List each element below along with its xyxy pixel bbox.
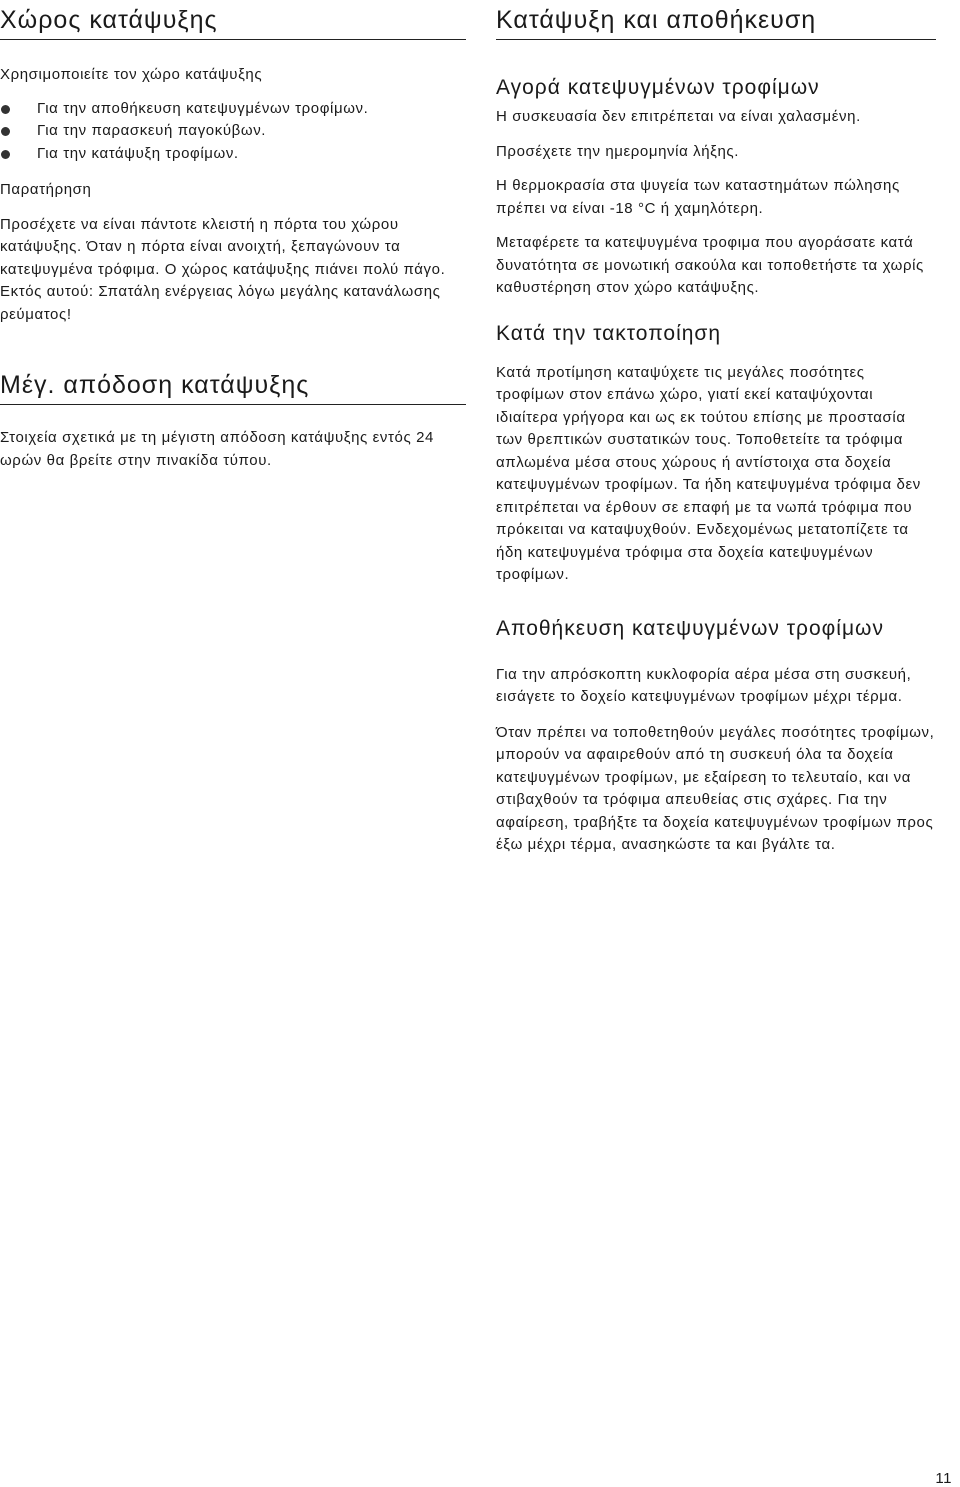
list-item-text: Για την κατάψυξη τροφίμων. <box>37 144 239 162</box>
page-number: 11 <box>935 1470 952 1487</box>
placing-paragraph: Κατά προτίμηση καταψύχετε τις μεγάλες ποσότητες τροφίμων στον επάνω χώρο, γιατί εκεί καταψύχονται ιδιαίτερα γρήγορα και ως εκ τούτου επίσης με προστασία των θρεπτικών συστατικών τους. Τοποθετείτε τα τρόφιμα απλωμένα μέσα στους χώρους ή αντίστοιχα στα δοχεία κατεψυγμένων τροφίμων. Τα ήδη κατεψυγμένα τρόφιμα δεν επιτρέπεται να έρθουν σε επαφή με τα νωπά τρόφιμα που πρόκειται να καταψυχθούν. Ενδεχομένως μετατοπίζετε τα ήδη κατεψυγμένα τρόφιμα στα δοχεία κατεψυγμένων τροφίμων. <box>496 363 921 583</box>
right-column <box>496 0 936 857</box>
note-label: Παρατήρηση <box>0 181 92 198</box>
storing-heading: Αποθήκευση κατεψυγμένων τροφίμων <box>496 616 884 640</box>
list-item-text: Για την παρασκευή παγοκύβων. <box>37 122 267 139</box>
freezer-section-title: Χώρος κατάψυξης <box>0 0 466 40</box>
buying-paragraph: Μεταφέρετε τα κατεψυγμένα τροφιμα που αγοράσατε κατά δυνατότητα σε μονωτική σακούλα και τοποθετήστε τα χωρίς καθυστέρηση στον χώρο κατάψυξης. <box>496 234 924 296</box>
left-column <box>0 0 466 472</box>
bullet-icon <box>1 105 10 114</box>
list-item-text: Για την αποθήκευση κατεψυγμένων τροφίμων. <box>37 99 369 117</box>
use-list <box>0 98 466 166</box>
storage-section-title: Κατάψυξη και αποθήκευση <box>496 0 936 40</box>
list-item <box>0 98 466 121</box>
buying-paragraph: Η θερμοκρασία στα ψυγεία των καταστημάτων πώλησης πρέπει να είναι -18 °C ή χαμηλότερη. <box>496 177 900 217</box>
bullet-icon <box>1 127 10 136</box>
list-item <box>0 143 466 166</box>
bullet-icon <box>1 150 10 159</box>
storing-paragraph: Όταν πρέπει να τοποθετηθούν μεγάλες ποσότητες τροφίμων, μπορούν να αφαιρεθούν από τη συσκευή όλα τα δοχεία κατεψυγμένων τροφίμων, με εξαίρεση το τελευταίο, και να στιβαχθούν τα τρόφιμα απευθείας στις σχάρες. Για την αφαίρεση, τραβήξτε τα δοχεία κατεψυγμένων τροφίμων προς έξω μέχρι τέρμα, ανασηκώστε τα και βγάλτε τα. <box>496 723 935 853</box>
placing-heading: Κατά την τακτοποίηση <box>496 321 722 345</box>
buying-paragraph: Προσέχετε την ημερομηνία λήξης. <box>496 142 740 160</box>
buying-paragraph: Η συσκευασία δεν επιτρέπεται να είναι χαλασμένη. <box>496 108 861 125</box>
list-item <box>0 120 466 143</box>
use-intro: Χρησιμοποιείτε τον χώρο κατάψυξης <box>0 66 263 83</box>
note-text: Προσέχετε να είναι πάντοτε κλειστή η πόρτα του χώρου κατάψυξης. Όταν η πόρτα είναι ανοιχτή, ξεπαγώνουν τα κατεψυγμένα τρόφιμα. Ο χώρος κατάψυξης πιάνει πολύ πάγο. Εκτός αυτού: Σπατάλη ενέργειας λόγω μεγάλης κατανάλωσης ρεύματος! <box>0 215 446 323</box>
storing-paragraph: Για την απρόσκοπτη κυκλοφορία αέρα μέσα στη συσκευή, εισάγετε το δοχείο κατεψυγμένων τροφίμων μέχρι τέρμα. <box>496 665 912 705</box>
buying-heading: Αγορά κατεψυγμένων τροφίμων <box>496 76 820 99</box>
capacity-text: Στοιχεία σχετικά με τη μέγιστη απόδοση κατάψυξης εντός 24 ωρών θα βρείτε στην πινακίδα τύπου. <box>0 429 434 469</box>
capacity-section-title: Μέγ. απόδοση κατάψυξης <box>0 366 466 405</box>
